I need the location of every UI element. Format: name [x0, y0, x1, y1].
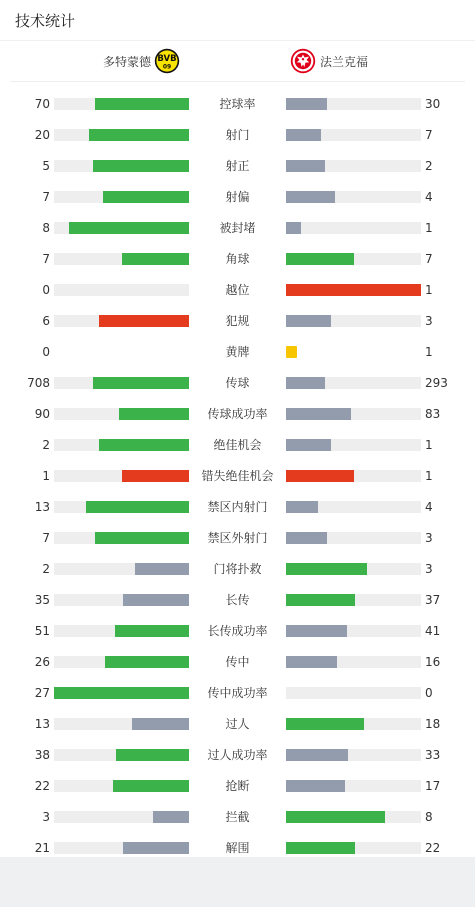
stat-label: 门将扑救	[213, 562, 262, 576]
stat-label: 被封堵	[219, 221, 256, 235]
stat-row	[0, 522, 475, 553]
away-bar-fill	[286, 563, 367, 575]
home-bar-track	[54, 718, 189, 730]
svg-text:BVB: BVB	[157, 54, 177, 65]
home-bar-track	[54, 129, 189, 141]
home-value: 22	[34, 779, 50, 793]
home-bar-fill	[135, 563, 189, 575]
stat-row	[0, 429, 475, 460]
home-value: 27	[34, 686, 50, 700]
stat-label: 传中	[225, 655, 250, 669]
stat-row	[0, 708, 475, 739]
home-bar-track	[54, 98, 189, 110]
home-bar-fill	[69, 222, 189, 234]
home-value: 0	[42, 283, 50, 297]
stat-row	[0, 88, 475, 119]
home-value: 1	[42, 469, 50, 483]
home-bar-fill	[99, 315, 189, 327]
home-value: 51	[34, 624, 50, 638]
stat-label: 错失绝佳机会	[201, 469, 274, 483]
home-bar-track	[54, 377, 189, 389]
away-value: 1	[425, 438, 433, 452]
stat-row	[0, 212, 475, 243]
home-bar-fill	[153, 811, 189, 823]
away-team[interactable]	[290, 41, 368, 81]
svg-text:09: 09	[162, 63, 172, 71]
away-bar-track	[286, 377, 421, 389]
away-bar-fill	[286, 718, 364, 730]
away-team-name: 法兰克福	[320, 54, 369, 69]
stat-row	[0, 398, 475, 429]
stat-row	[0, 243, 475, 274]
bvb-crest-icon	[154, 48, 180, 74]
away-bar-track	[286, 532, 421, 544]
away-bar-track	[286, 842, 421, 854]
home-bar-fill	[132, 718, 189, 730]
home-value: 21	[34, 841, 50, 855]
away-value: 293	[425, 376, 448, 390]
home-bar-track	[54, 315, 189, 327]
home-bar-fill	[93, 377, 189, 389]
home-bar-track	[54, 160, 189, 172]
stat-label: 过人成功率	[207, 748, 268, 762]
home-bar-fill	[99, 439, 189, 451]
stat-label: 犯规	[225, 314, 250, 328]
home-value: 8	[42, 221, 50, 235]
home-value: 13	[34, 500, 50, 514]
stat-row	[0, 832, 475, 863]
home-value: 0	[42, 345, 50, 359]
home-bar-fill	[116, 749, 189, 761]
home-team[interactable]	[103, 41, 180, 81]
home-bar-fill	[54, 687, 189, 699]
yellow-card-icon	[286, 346, 297, 358]
stat-label: 禁区内射门	[207, 500, 268, 514]
stat-label: 长传成功率	[207, 624, 268, 638]
home-bar-fill	[103, 191, 189, 203]
home-bar-track	[54, 842, 189, 854]
home-bar-track	[54, 284, 189, 296]
stat-label: 过人	[225, 717, 250, 731]
away-value: 33	[425, 748, 441, 762]
stat-row	[0, 305, 475, 336]
away-value: 37	[425, 593, 441, 607]
away-bar-track	[286, 129, 421, 141]
away-value: 2	[425, 159, 433, 173]
away-bar-track	[286, 284, 421, 296]
away-bar-fill	[286, 98, 327, 110]
home-bar-track	[54, 501, 189, 513]
away-bar-track	[286, 656, 421, 668]
home-bar-fill	[122, 253, 190, 265]
away-bar-track	[286, 687, 421, 699]
stat-row	[0, 460, 475, 491]
away-bar-track	[286, 749, 421, 761]
home-bar-fill	[93, 160, 189, 172]
away-bar-fill	[286, 656, 337, 668]
away-value: 1	[425, 221, 433, 235]
home-bar-fill	[86, 501, 189, 513]
stats-list	[0, 82, 475, 863]
home-value: 38	[34, 748, 50, 762]
home-bar-fill	[119, 408, 189, 420]
stat-label: 传球成功率	[207, 407, 268, 421]
stat-row	[0, 615, 475, 646]
home-bar-fill	[115, 625, 189, 637]
stat-row	[0, 119, 475, 150]
home-value: 13	[34, 717, 50, 731]
stat-label: 传球	[225, 376, 250, 390]
home-bar-track	[54, 594, 189, 606]
away-bar-fill	[286, 160, 325, 172]
home-value: 35	[34, 593, 50, 607]
away-value: 1	[425, 469, 433, 483]
away-bar-fill	[286, 191, 335, 203]
home-value: 90	[34, 407, 50, 421]
away-bar-fill	[286, 284, 421, 296]
home-bar-track	[54, 687, 189, 699]
away-bar-track	[286, 563, 421, 575]
home-bar-fill	[95, 98, 190, 110]
stat-row	[0, 181, 475, 212]
home-bar-track	[54, 191, 189, 203]
away-bar-fill	[286, 439, 331, 451]
away-bar-fill	[286, 470, 354, 482]
home-bar-track	[54, 470, 189, 482]
away-value: 8	[425, 810, 433, 824]
away-value: 16	[425, 655, 441, 669]
stat-label: 拦截	[225, 810, 250, 824]
away-value: 1	[425, 345, 433, 359]
away-value: 7	[425, 128, 433, 142]
away-value: 4	[425, 190, 433, 204]
stat-label: 控球率	[219, 97, 256, 111]
away-value: 4	[425, 500, 433, 514]
away-value: 3	[425, 562, 433, 576]
away-bar-track	[286, 594, 421, 606]
home-team-name: 多特蒙德	[102, 54, 151, 69]
stat-label: 射正	[225, 159, 250, 173]
away-bar-fill	[286, 253, 354, 265]
away-bar-track	[286, 780, 421, 792]
home-value: 3	[42, 810, 50, 824]
away-value: 83	[425, 407, 441, 421]
home-bar-track	[54, 563, 189, 575]
away-value: 17	[425, 779, 441, 793]
home-value: 26	[34, 655, 50, 669]
away-bar-track	[286, 408, 421, 420]
home-value: 7	[42, 252, 50, 266]
away-value: 41	[425, 624, 441, 638]
away-bar-track	[286, 625, 421, 637]
eagle-crest-icon	[290, 48, 316, 74]
stat-label: 绝佳机会	[213, 438, 262, 452]
away-bar-track	[286, 315, 421, 327]
stat-label: 抢断	[225, 779, 250, 793]
stat-row	[0, 367, 475, 398]
stat-label: 解围	[225, 841, 250, 855]
away-bar-fill	[286, 842, 355, 854]
stat-row	[0, 274, 475, 305]
page-title: 技术统计	[15, 11, 76, 30]
teams-header	[10, 41, 465, 82]
home-bar-fill	[105, 656, 189, 668]
away-value: 3	[425, 314, 433, 328]
away-bar-fill	[286, 749, 348, 761]
away-bar-track	[286, 98, 421, 110]
away-value: 7	[425, 252, 433, 266]
away-bar-track	[286, 160, 421, 172]
home-bar-fill	[122, 470, 190, 482]
stat-row	[0, 491, 475, 522]
stat-label: 角球	[225, 252, 250, 266]
home-bar-track	[54, 780, 189, 792]
away-bar-track	[286, 501, 421, 513]
away-bar-fill	[286, 408, 351, 420]
away-bar-fill	[286, 222, 301, 234]
stat-label: 长传	[225, 593, 250, 607]
away-bar-fill	[286, 780, 345, 792]
stat-row	[0, 677, 475, 708]
home-bar-fill	[95, 532, 190, 544]
away-bar-fill	[286, 625, 347, 637]
away-bar-fill	[286, 129, 321, 141]
home-bar-fill	[123, 594, 189, 606]
away-bar-track	[286, 718, 421, 730]
away-bar-track	[286, 470, 421, 482]
home-bar-track	[54, 439, 189, 451]
away-value: 18	[425, 717, 441, 731]
home-bar-fill	[113, 780, 189, 792]
home-bar-fill	[89, 129, 189, 141]
stat-row	[0, 646, 475, 677]
stat-row	[0, 336, 475, 367]
stat-label: 越位	[225, 283, 250, 297]
stat-row	[0, 150, 475, 181]
away-bar-fill	[286, 501, 318, 513]
home-bar-track	[54, 253, 189, 265]
away-bar-track	[286, 222, 421, 234]
away-bar-fill	[286, 315, 331, 327]
away-value: 22	[425, 841, 441, 855]
title-bar	[0, 0, 475, 41]
home-bar-track	[54, 625, 189, 637]
away-value: 30	[425, 97, 441, 111]
home-value: 5	[42, 159, 50, 173]
home-value: 7	[42, 531, 50, 545]
stat-label: 射偏	[225, 190, 250, 204]
home-bar-track	[54, 656, 189, 668]
home-value: 7	[42, 190, 50, 204]
stat-row	[0, 770, 475, 801]
away-bar-fill	[286, 594, 355, 606]
home-bar-track	[54, 749, 189, 761]
home-bar-track	[54, 222, 189, 234]
home-value: 2	[42, 438, 50, 452]
home-bar-track	[54, 811, 189, 823]
away-value: 0	[425, 686, 433, 700]
home-bar-track	[54, 408, 189, 420]
home-value: 70	[34, 97, 50, 111]
stat-row	[0, 553, 475, 584]
home-value: 20	[34, 128, 50, 142]
home-bar-track	[54, 532, 189, 544]
stat-row	[0, 739, 475, 770]
home-value: 2	[42, 562, 50, 576]
stat-label: 传中成功率	[207, 686, 268, 700]
away-bar-fill	[286, 811, 385, 823]
away-bar-track	[286, 253, 421, 265]
home-value: 6	[42, 314, 50, 328]
away-value: 3	[425, 531, 433, 545]
stat-label: 禁区外射门	[207, 531, 268, 545]
stat-label: 黄牌	[225, 345, 250, 359]
away-bar-track	[286, 811, 421, 823]
stat-row	[0, 801, 475, 832]
home-bar-fill	[123, 842, 189, 854]
away-bar-fill	[286, 377, 325, 389]
away-bar-track	[286, 191, 421, 203]
away-bar-fill	[286, 532, 327, 544]
away-bar-track	[286, 439, 421, 451]
stat-row	[0, 584, 475, 615]
away-value: 1	[425, 283, 433, 297]
home-value: 708	[27, 376, 50, 390]
stat-label: 射门	[225, 128, 250, 142]
